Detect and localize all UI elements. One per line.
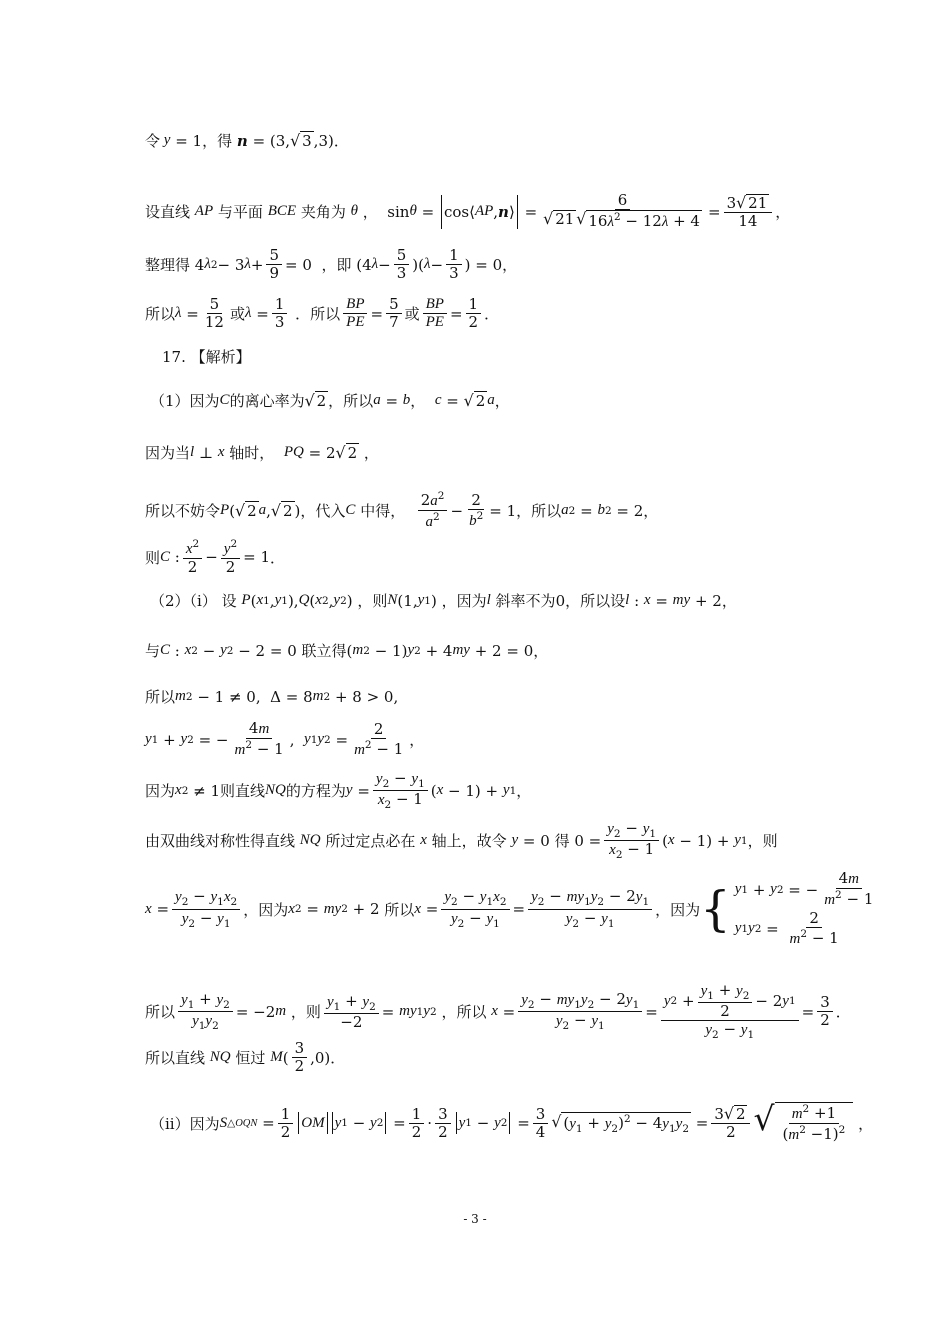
line-19: （ii）因为 S △OQN = 1 2 OM y 1 − y 2 = 1 2 · 3 2 y 1 − y 2 = 3 4 √ $(y_1 + y_2)^2 - 4y_1y_2$ = 3 √ 2 2 √ $\frac{m^2 +1}{(m^2 -1)^2}$ ，: [150, 1099, 874, 1144]
line-15: 由双曲线对称性得直线 NQ 所过定点必在 x 轴上，故令 y = 0 得 0 = $y_2 - y_1$ $x_2 - 1$ ( x − 1) + y 1 ，则: [145, 819, 778, 862]
page-number: - 3 -: [463, 1212, 487, 1226]
line-3: 整理得 4 λ 2 − 3 λ + 5 9 = 0 ，即 (4 λ − 5 3 )( λ − 1 3 ) = 0 ，: [145, 246, 518, 283]
line-11: 与 C : x 2 − y 2 − 2 = 0 联立得 ( m 2 − 1) y 2 + 4 my + 2 = 0 ，: [145, 641, 549, 660]
line-12: 所以 m 2 − 1 ≠ 0, Δ = 8 m 2 + 8 > 0,: [145, 687, 399, 706]
line-16: x = $y_2 - y_1x_2$ $y_2 - y_1$ ，因为 x 2 = my 2 + 2 所以 x = $y_2 - y_1x_2$ $y_2 - y_1$ = $y_2 - my_1y_2 - 2y_1$ $y_2 - y_1$ ，因为 { y 1 + y 2 = − 4m $m^2 - 1$ y 1 y 2 = 2 $m^2 - 1$: [145, 869, 874, 947]
line-1: 令 y = 1 ，得 n = (3, √ 3 ,3) ．: [145, 131, 349, 150]
line-13: y 1 + y 2 = − 4m $m^2 - 1$ , y 1 y 2 = 2 $m^2 - 1$ ，: [145, 719, 425, 759]
line-9: 则 C : $x^2$ 2 − $y^2$ 2 = 1 ．: [145, 538, 286, 577]
line-8: 所以不妨令 P ( √ 2 a , √ 2 ) ，代入 C 中得， $2a^2$ $a^2$ − 2 $b^2$ = 1 ，所以 a 2 = b 2 = 2 ，: [145, 490, 659, 531]
line-14: 因为 x 2 ≠ 1 则直线 NQ 的方程为 y = $y_2 - y_1$ $x_2 - 1$ ( x − 1) + y 1 ，: [145, 769, 532, 812]
line-6: （1）因为 C 的离心率为 √ 2 ，所以 a = b ， c = √ 2 a ，: [150, 391, 510, 410]
line-10: （2）（i） 设 P ( x 1 , y 1 ), Q ( x 2 , y 2 ) ，则 N (1, y 1 ) ，因为 l 斜率不为 0 ，所以设 l : x = my + 2，: [150, 591, 737, 610]
line-18: 所以直线 NQ 恒过 M ( 3 2 ,0) ．: [145, 1039, 346, 1076]
line-2: 设直线 AP 与平面 BCE 夹角为 θ ， sin θ = cos⟨ AP , n ⟩ = 6 √ 21 √ $16\lambda^2 - 12\lambda + 4$ = 3 √ 21 14 ，: [145, 191, 791, 231]
line-7: 因为当 l ⊥ x 轴时， PQ = 2 √ 2 ，: [145, 443, 379, 462]
line-4: 所以 λ = 5 12 或 λ = 1 3 ．所以 BP PE = 5 7 或 BP PE = 1 2 ．: [145, 295, 500, 332]
section-17-heading: 17. 【解析】: [162, 348, 251, 366]
line-17: 所以 $y_1 + y_2$ $y_1y_2$ = −2 m ，则 $y_1 + y_2$ −2 = my 1 y 2 ，所以 x = $y_2 - my_1y_2 - 2y_1$ $y_2 - y_1$ = y 2 + $y_1 + y_2$ 2 − 2 y 1 $y_2 - y_1$ = 3 2 ．: [145, 981, 851, 1042]
